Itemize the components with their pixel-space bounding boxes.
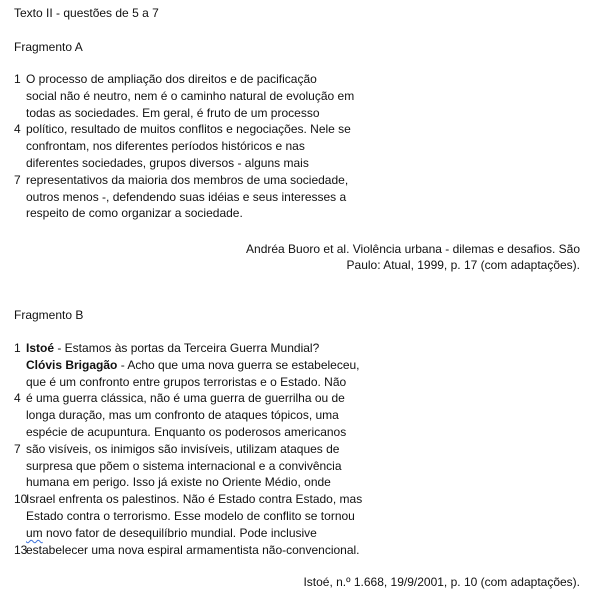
text-line (14, 474, 384, 491)
line-text: social não é neutro, nem é o caminho natural de evolução em (26, 88, 355, 103)
line-text: surpresa que põem o sistema internacional e a convivência (26, 458, 342, 473)
text-line (14, 138, 384, 155)
line-text: - Acho que uma nova guerra se estabeleceu, (117, 357, 360, 372)
speaker-name: Clóvis Brigagão (26, 357, 118, 372)
line-text: confrontam, nos diferentes períodos históricos e nas (26, 139, 305, 154)
line-text: respeito de como organizar a sociedade. (26, 206, 243, 221)
text-line (14, 71, 384, 88)
line-text: Estado contra o terrorismo. Esse modelo de conflito se tornou (26, 508, 355, 523)
fragment-a-text (14, 71, 384, 222)
fragment-b-text (14, 340, 384, 558)
line-text: outros menos -, defendendo suas idéias e seus interesses a (26, 189, 347, 204)
text-line (14, 357, 384, 374)
fragment-a-heading: Fragmento A (14, 40, 83, 54)
line-text: O processo de ampliação dos direitos e de pacificação (26, 72, 317, 86)
line-text: é uma guerra clássica, não é uma guerra de guerrilha ou de (26, 391, 345, 406)
fragment-a-source (246, 241, 580, 273)
source-line: Paulo: Atual, 1999, p. 17 (com adaptações). (346, 258, 580, 272)
line-text: representativos da maioria dos membros de uma sociedade, (26, 172, 349, 187)
fragment-b-source: Istoé, n.º 1.668, 19/9/2001, p. 10 (com adaptações). (303, 575, 580, 589)
text-line (14, 525, 384, 542)
text-line (14, 172, 384, 189)
spellcheck-underlined-word: um (26, 525, 43, 540)
speaker-name: Istoé (26, 341, 55, 355)
line-number: 4 (14, 391, 21, 406)
line-text: - Estamos às portas da Terceira Guerra Mundial? (54, 341, 320, 355)
fragment-b-heading: Fragmento B (14, 308, 84, 322)
line-text: todas as sociedades. Em geral, é fruto de um processo (26, 105, 320, 120)
text-line (14, 508, 384, 525)
line-text: diferentes sociedades, grupos diversos - alguns mais (26, 155, 309, 170)
line-number: 7 (14, 172, 21, 187)
text-line (14, 88, 384, 105)
text-line (14, 189, 384, 206)
line-number: 1 (14, 72, 21, 86)
source-line: Andréa Buoro et al. Violência urbana - dilemas e desafios. São (246, 242, 580, 256)
text-line (14, 407, 384, 424)
line-number: 10 (14, 492, 28, 507)
line-number: 1 (14, 341, 21, 355)
document-title: Texto II - questões de 5 a 7 (14, 6, 159, 20)
text-line (14, 105, 384, 122)
line-number: 7 (14, 441, 21, 456)
line-text: estabelecer uma nova espiral armamentista não-convencional. (26, 542, 360, 557)
text-line (14, 390, 384, 407)
text-line (14, 205, 384, 222)
line-text: novo fator de desequilíbrio mundial. Pode inclusive (42, 525, 317, 540)
line-text: humana em perigo. Isso já existe no Oriente Médio, onde (26, 475, 331, 490)
line-text: longa duração, mas um confronto de ataques tópicos, uma (26, 408, 339, 423)
text-line (14, 121, 384, 138)
text-line (14, 340, 384, 357)
line-text: Israel enfrenta os palestinos. Não é Estado contra Estado, mas (26, 492, 363, 507)
line-text: político, resultado de muitos conflitos e negociações. Nele se (26, 122, 351, 137)
text-line (14, 441, 384, 458)
text-line (14, 374, 384, 391)
text-line (14, 542, 384, 559)
line-number: 4 (14, 122, 21, 137)
text-line (14, 424, 384, 441)
line-text: que é um confronto entre grupos terroristas e o Estado. Não (26, 374, 347, 389)
line-text: espécie de acupuntura. Enquanto os poderosos americanos (26, 424, 347, 439)
line-number: 13 (14, 542, 28, 557)
line-text: são visíveis, os inimigos são invisíveis, utilizam ataques de (26, 441, 340, 456)
text-line (14, 155, 384, 172)
text-line (14, 491, 384, 508)
text-line (14, 458, 384, 475)
